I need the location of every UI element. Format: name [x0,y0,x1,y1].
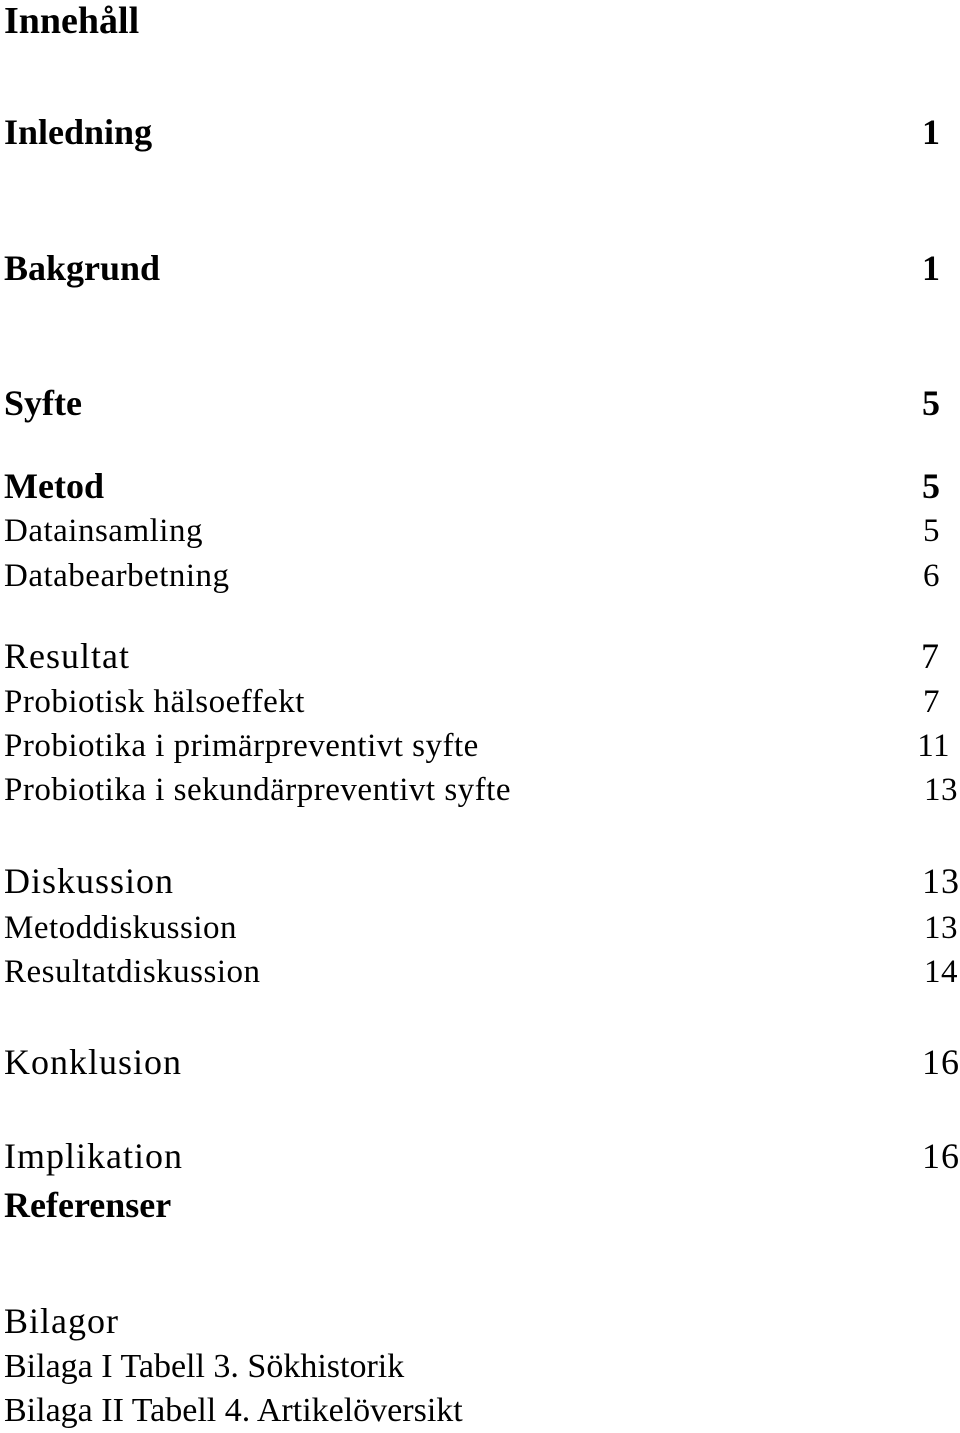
toc-entry-label: Resultatdiskussion [4,954,261,990]
toc-entry-page: 16 [922,1136,960,1176]
toc-entry-label: Metoddiskussion [4,910,238,946]
toc-entry-label: Implikation [4,1136,183,1176]
toc-entry-label: Databearbetning [4,558,230,594]
toc-entry-label: Resultat [4,636,130,676]
toc-entry-label: Probiotika i sekundärpreventivt syfte [4,772,511,808]
toc-entry-label: Bilaga II Tabell 4. Artikelöversikt [4,1392,463,1429]
toc-entry-label: Bilagor [4,1301,119,1341]
toc-entry-page: 7 [923,684,940,720]
toc-entry-page: 11 [917,728,950,764]
toc-entry-label: Bilaga I Tabell 3. Sökhistorik [4,1348,405,1385]
toc-entry-label: Syfte [4,383,82,423]
toc-entry-page: 13 [924,772,958,808]
toc-entry-label: Bakgrund [4,248,161,288]
toc-entry-label: Metod [4,466,104,506]
toc-entry-label: Inledning [4,112,153,152]
toc-entry-page: 5 [923,513,940,549]
toc-entry-page: 5 [922,383,940,423]
page-title: Innehåll [4,0,140,42]
toc-entry-page: 16 [922,1042,960,1082]
toc-entry-page: 13 [922,861,960,901]
toc-entry-page: 1 [922,112,940,152]
toc-entry-label: Konklusion [4,1042,183,1082]
toc-entry-label: Probiotika i primärpreventivt syfte [4,728,479,764]
toc-entry-label: Referenser [4,1185,172,1225]
toc-entry-page: 13 [924,910,958,946]
toc-entry-page: 6 [923,558,940,594]
toc-entry-page: 7 [921,636,940,676]
toc-entry-label: Diskussion [4,861,175,901]
toc-entry-label: Datainsamling [4,513,203,549]
toc-entry-page: 1 [922,248,940,288]
toc-entry-label: Probiotisk hälsoeffekt [4,684,305,720]
toc-entry-page: 5 [922,466,940,506]
toc-entry-page: 14 [924,954,958,990]
